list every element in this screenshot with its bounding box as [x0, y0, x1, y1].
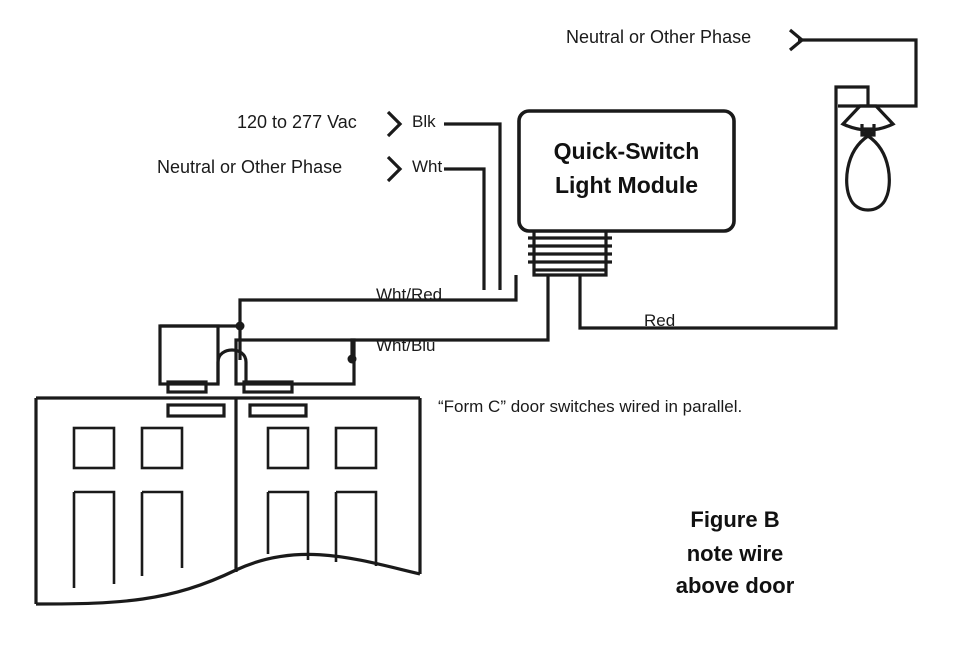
module-cable-gland — [528, 231, 612, 275]
top-neutral-wire — [790, 30, 916, 106]
parallel-switch-caption: “Form C” door switches wired in parallel. — [438, 397, 743, 416]
label-wire-wht-red: Wht/Red — [376, 285, 443, 304]
label-wire-wht: Wht — [412, 157, 443, 176]
figure-title: Figure B — [690, 507, 780, 532]
label-wire-wht-blu: Wht/Blu — [376, 336, 436, 355]
door-switch-right — [236, 340, 354, 392]
module-title-line2: Light Module — [554, 172, 699, 198]
ceiling-light-fixture — [838, 106, 898, 210]
red-wire — [580, 87, 868, 328]
left-door-panels — [74, 428, 182, 588]
figure-note-line1: note wire — [686, 541, 784, 566]
label-wire-red: Red — [644, 311, 676, 330]
label-wire-blk: Blk — [412, 112, 436, 131]
label-left-neutral-source: Neutral or Other Phase — [157, 157, 343, 177]
parallel-jumper — [218, 350, 246, 384]
wire-junction-dots — [236, 322, 357, 364]
figure-note-line2: above door — [675, 573, 795, 598]
label-top-neutral-source: Neutral or Other Phase — [566, 27, 752, 47]
module-title-line1: Quick-Switch — [553, 138, 700, 164]
right-door-panels — [268, 428, 376, 566]
label-line-voltage-source: 120 to 277 Vac — [237, 112, 357, 132]
door-switch-left — [160, 326, 240, 392]
